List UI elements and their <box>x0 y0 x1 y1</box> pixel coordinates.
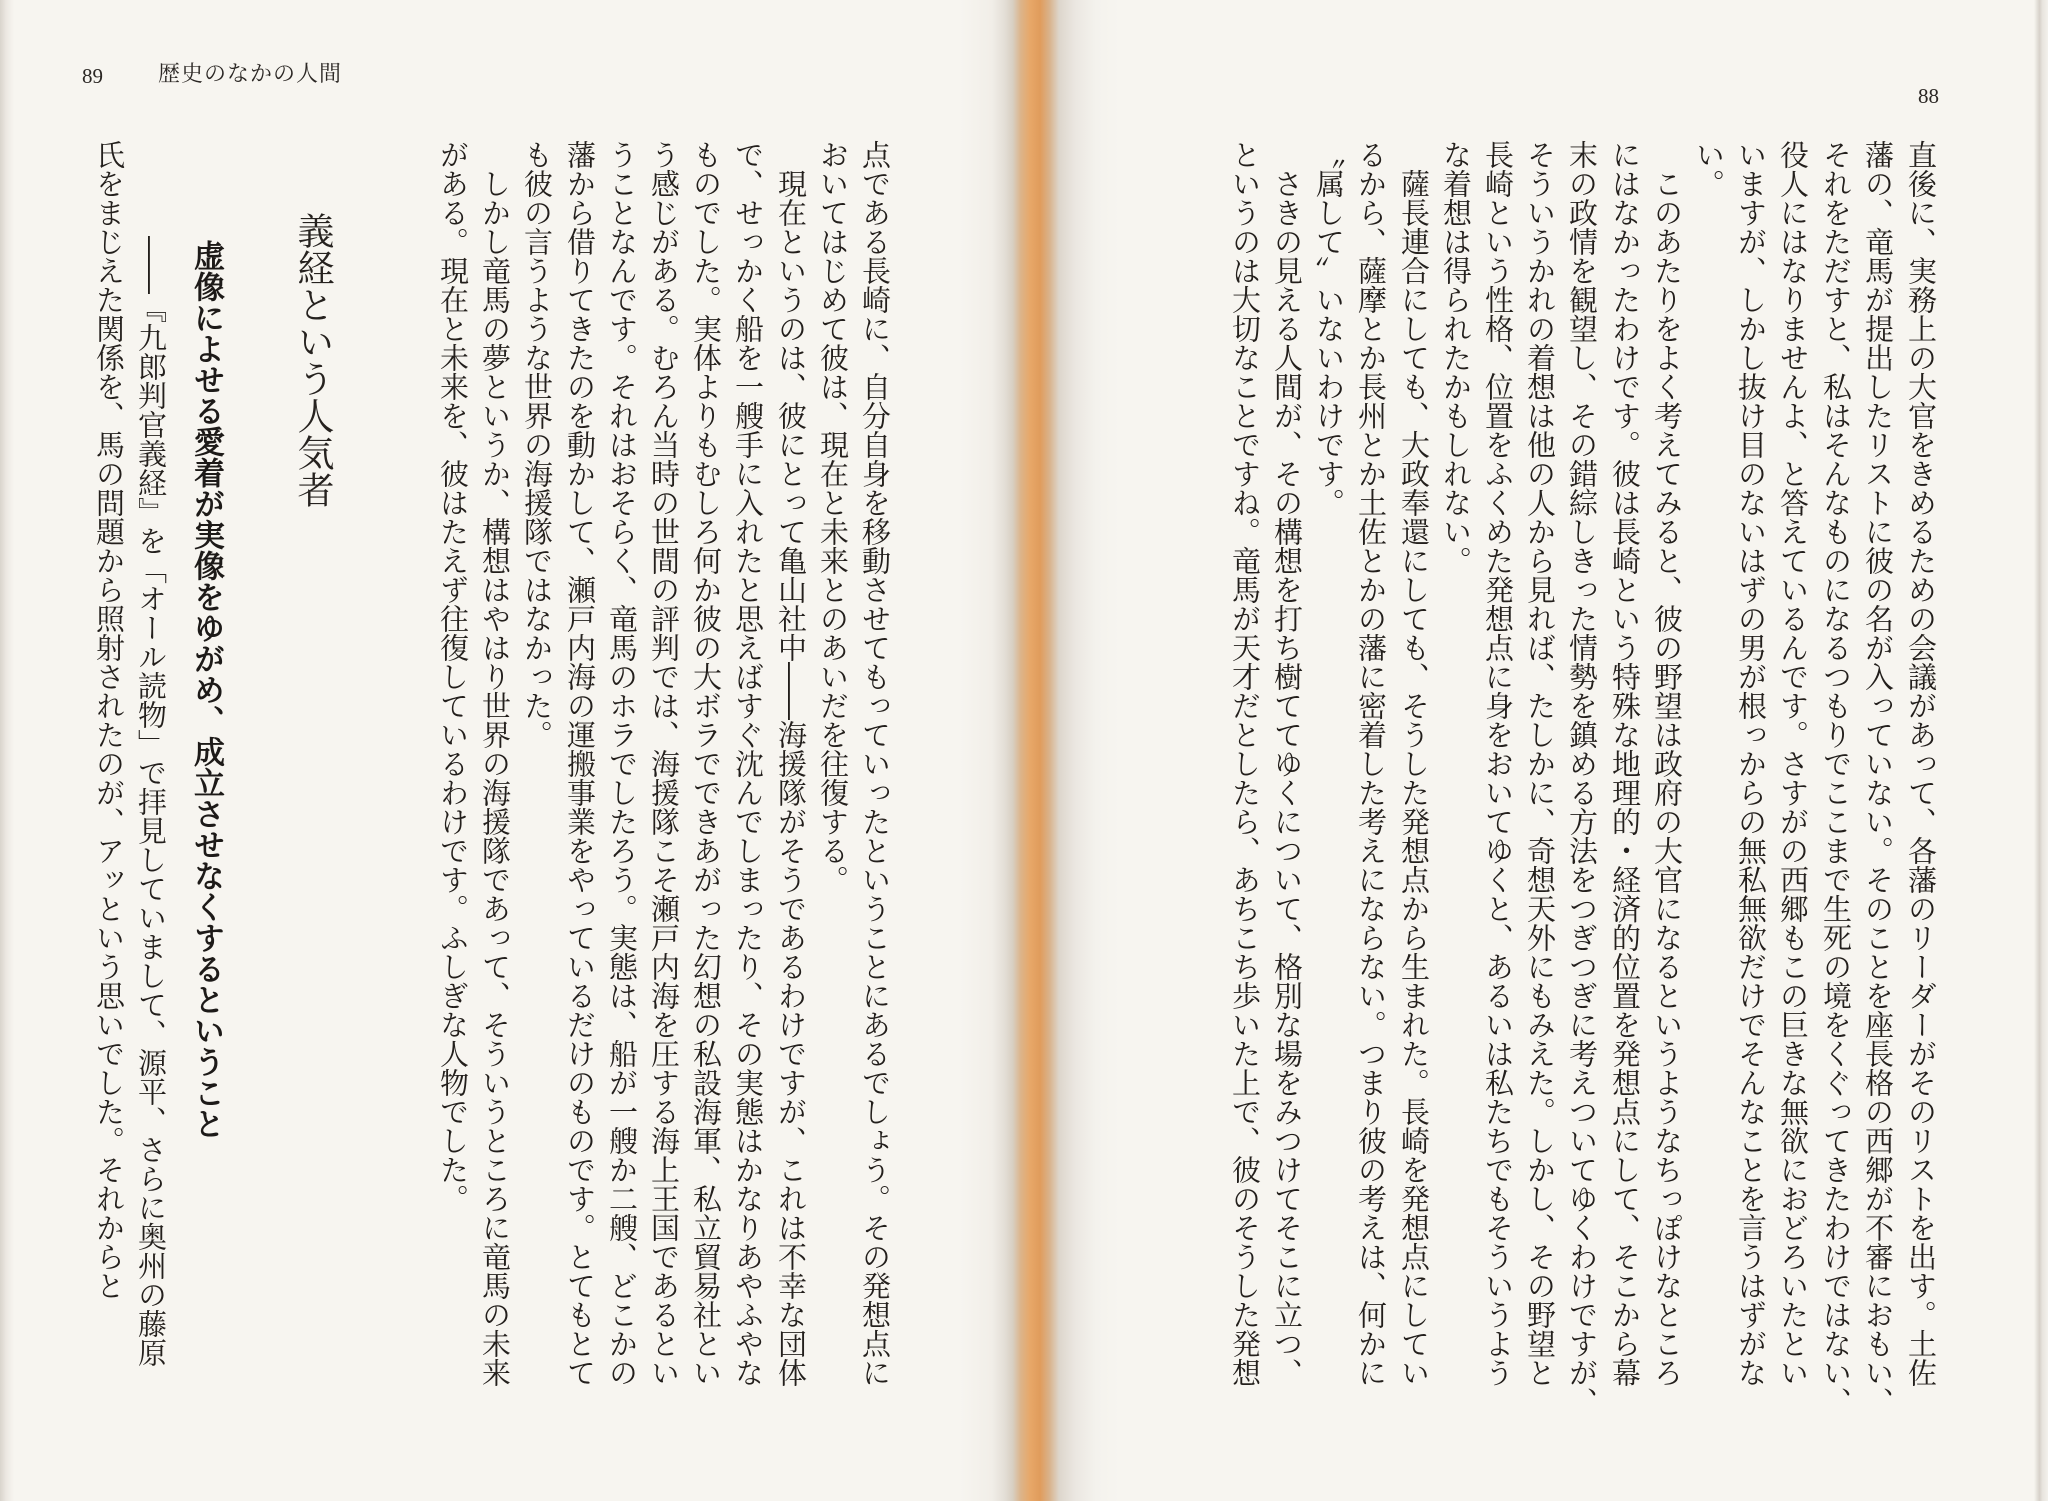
left-page-column-8: 藩から借りてきたのを動かして、瀬戸内海の運搬事業をやっているだけのものです。とてもとて <box>563 140 597 1387</box>
right-page-column-14: るから、薩摩とか長州とか土佐とかの藩に密着した考えにならない。つまり彼の考えは、何かに <box>1354 140 1388 1387</box>
section-column-1: ――『九郎判官義経』を「オール読物」で拝見していまして、源平、さらに奥州の藤原 <box>134 236 168 1367</box>
right-page-column-3: それをただすと、私はそんなものになるつもりでここまで生死の境をくぐってきたわけではない、 <box>1819 140 1853 1416</box>
left-page-column-2: おいてはじめて彼は、現在と未来とのあいだを往復する。 <box>816 140 850 894</box>
section-heading: 義経という人気者 <box>291 212 334 508</box>
left-page-column-3: 現在というのは、彼にとって亀山社中――海援隊がそうであるわけですが、これは不幸な団体 <box>774 140 808 1387</box>
right-page-column-2: 藩の、竜馬が提出したリストに彼の名が入っていない。そのことを座長格の西郷が不審におもい、 <box>1861 140 1895 1416</box>
right-page-column-13: 薩長連合にしても、大政奉還にしても、そうした発想点から生まれた。長崎を発想点にしてい <box>1397 140 1431 1387</box>
right-page-column-11: 長崎という性格、位置をふくめた発想点に身をおいてゆくと、あるいは私たちでもそういうよう <box>1481 140 1515 1387</box>
left-page-column-1: 点である長崎に、自分自身を移動させてもっていったということにあるでしょう。その発想点に <box>858 140 892 1387</box>
right-page-column-7: このあたりをよく考えてみると、彼の野望は政府の大官になるというようなちっぽけなところ <box>1650 140 1684 1387</box>
left-page-column-5: ものでした。実体よりもむしろ何か彼の大ボラでできあがった幻想の私設海軍、私立貿易社とい <box>689 140 723 1387</box>
right-page-column-1: 直後に、実務上の大官をきめるための会議があって、各藩のリーダーがそのリストを出す。土佐 <box>1904 140 1938 1387</box>
right-page-column-12: な着想は得られたかもしれない。 <box>1439 140 1473 575</box>
right-page-number: 88 <box>1918 84 1939 108</box>
left-page-column-10: しかし竜馬の夢というか、構想はやはり世界の海援隊であって、そういうところに竜馬の未来 <box>478 140 512 1387</box>
right-page-column-17: というのは大切なことですね。竜馬が天才だとしたら、あちこち歩いた上で、彼のそうした発想 <box>1228 140 1262 1387</box>
left-page-column-9: も彼の言うような世界の海援隊ではなかった。 <box>520 140 554 749</box>
right-page-column-15: 〝属して〟いないわけです。 <box>1312 140 1346 517</box>
right-page-column-16: さきの見える人間が、その構想を打ち樹ててゆくについて、格別な場をみつけてそこに立つ、 <box>1270 140 1304 1387</box>
right-page-column-9: 末の政情を観望し、その錯綜しきった情勢を鎮める方法をつぎつぎに考えついてゆくわけですが、 <box>1565 140 1599 1416</box>
right-page-column-5: いますが、しかし抜け目のないはずの男が根っからの無私無欲だけでそんなことを言うはずがな <box>1734 140 1768 1387</box>
section-column-2: 氏をまじえた関係を、馬の問題から照射されたのが、アッという思いでした。それからと <box>92 140 126 1300</box>
running-head: 歴史のなかの人間 <box>158 62 343 87</box>
book-gutter <box>960 0 1120 1501</box>
left-page-column-11: がある。現在と未来を、彼はたえず往復しているわけです。ふしぎな人物でした。 <box>436 140 470 1213</box>
right-page-column-4: 役人にはなりませんよ、と答えているんです。さすがの西郷もこの巨きな無欲におどろいたとい <box>1776 140 1810 1387</box>
section-subheading: 虚像によせる愛着が実像をゆがめ、成立させなくするということ <box>188 240 224 1139</box>
left-page-edge-shadow <box>0 0 14 1501</box>
left-page-column-4: で、せっかく船を一艘手に入れたと思えばすぐ沈んでしまったり、その実態はかなりあやふやな <box>731 140 765 1387</box>
right-page-column-6: い。 <box>1692 140 1726 198</box>
right-page-edge <box>2034 0 2048 1501</box>
left-page-column-6: う感じがある。むろん当時の世間の評判では、海援隊こそ瀬戸内海を圧する海上王国であるとい <box>647 140 681 1387</box>
left-page-number: 89 <box>82 64 103 88</box>
right-page-column-8: にはなかったわけです。彼は長崎という特殊な地理的・経済的位置を発想点にして、そこから幕 <box>1608 140 1642 1387</box>
right-page-column-10: そういうかれの着想は他の人から見れば、たしかに、奇想天外にもみえた。しかし、その野望と <box>1523 140 1557 1387</box>
left-page-column-7: うことなんです。それはおそらく、竜馬のホラでしたろう。実態は、船が一艘か二艘、どこかの <box>605 140 639 1387</box>
